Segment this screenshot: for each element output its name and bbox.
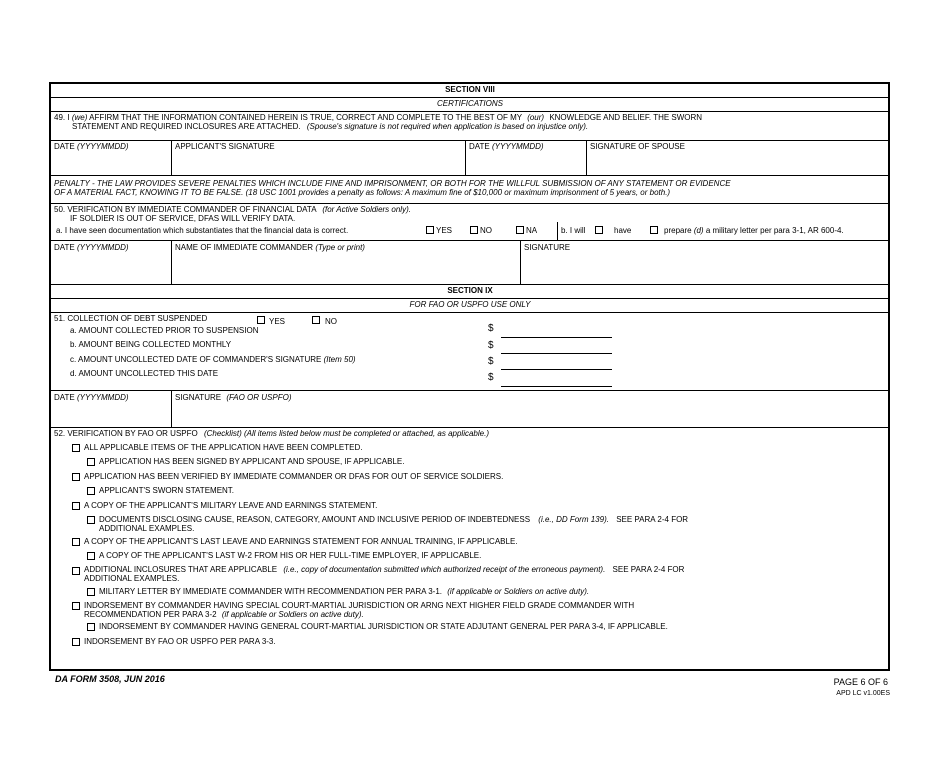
checklist-c6-checkbox[interactable]	[72, 602, 80, 610]
checklist-c6-label: INDORSEMENT BY COMMANDER HAVING SPECIAL COURT-MARTIAL JURISDICTION OR ARNG NEXT HIGHER FIELD GRADE COMMANDER WITH	[84, 601, 635, 610]
item-50a-yes-checkbox[interactable]	[426, 226, 434, 234]
item-50a-na-label: NA	[526, 226, 538, 235]
checklist-c5a-label: MILITARY LETTER BY IMMEDIATE COMMANDER WITH RECOMMENDATION PER PARA 3-1. (if applicable or Soldiers on active duty).	[99, 587, 590, 596]
item-50b-prepare-label: prepare (d) a military letter per para 3-1, AR 600-4.	[664, 226, 844, 235]
checklist-c5-checkbox[interactable]	[72, 567, 80, 575]
item-49-line1: 49. I (we) AFFIRM THAT THE INFORMATION CONTAINED HEREIN IS TRUE, CORRECT AND COMPLETE TO THE BEST OF MY (our) KNOWLEDGE AND BELIEF. THE SWORN	[54, 113, 703, 122]
item-51b-label: b. AMOUNT BEING COLLECTED MONTHLY	[70, 340, 232, 349]
divider	[171, 240, 172, 284]
checklist-c5-label-line2: ADDITIONAL EXAMPLES.	[84, 574, 180, 583]
item-51-no-checkbox[interactable]	[312, 316, 320, 324]
item-51d-label: d. AMOUNT UNCOLLECTED THIS DATE	[70, 369, 219, 378]
applicant-date-label: DATE (YYYYMMDD)	[54, 142, 129, 151]
checklist-c1-checkbox[interactable]	[72, 444, 80, 452]
checklist-c4a-label: A COPY OF THE APPLICANT'S LAST W-2 FROM HIS OR HER FULL-TIME EMPLOYER, IF APPLICABLE.	[99, 551, 482, 560]
item-50a-yes-label: YES	[436, 226, 453, 235]
form-identifier: DA FORM 3508, JUN 2016	[55, 674, 165, 684]
item-50b-text: b. I will	[561, 226, 586, 235]
divider	[50, 427, 890, 428]
commander-date-label: DATE (YYYYMMDD)	[54, 243, 129, 252]
item-50b-prepare-checkbox[interactable]	[650, 226, 658, 234]
item-51-no-label: NO	[325, 317, 337, 326]
item-50a-no-checkbox[interactable]	[470, 226, 478, 234]
divider	[465, 140, 466, 175]
item-50a-no-label: NO	[480, 226, 492, 235]
section-ix-title: SECTION IX	[447, 286, 493, 295]
checklist-c3a-label-line2: ADDITIONAL EXAMPLES.	[99, 524, 195, 533]
item-49-line2: STATEMENT AND REQUIRED INCLOSURES ARE ATTACHED. (Spouse's signature is not required when application is based on injustice only).	[72, 122, 589, 131]
divider	[520, 240, 521, 284]
penalty-line2: OF A MATERIAL FACT, KNOWING IT TO BE FALSE. (18 USC 1001 provides a penalty as follows: A maximum fine of $10,000 or maximum imprisonment of 5 years, or both.)	[54, 188, 671, 197]
divider	[50, 284, 890, 285]
checklist-c1a-label: APPLICATION HAS BEEN SIGNED BY APPLICANT AND SPOUSE, IF APPLICABLE.	[99, 457, 405, 466]
item-51c-dollar: $	[488, 356, 494, 367]
checklist-c4a-checkbox[interactable]	[87, 552, 95, 560]
checklist-c1a-checkbox[interactable]	[87, 458, 95, 466]
checklist-c2-label: APPLICATION HAS BEEN VERIFIED BY IMMEDIATE COMMANDER OR DFAS FOR OUT OF SERVICE SOLDIERS.	[84, 472, 504, 481]
divider	[171, 390, 172, 427]
item-50-line2: IF SOLDIER IS OUT OF SERVICE, DFAS WILL VERIFY DATA.	[70, 214, 296, 223]
checklist-c3-label: A COPY OF THE APPLICANT'S MILITARY LEAVE AND EARNINGS STATEMENT.	[84, 501, 378, 510]
item-50b-have-label: have	[614, 226, 632, 235]
item-51-yes-checkbox[interactable]	[257, 316, 265, 324]
divider	[586, 140, 587, 175]
checklist-c2a-checkbox[interactable]	[87, 487, 95, 495]
checklist-c2a-label: APPLICANT'S SWORN STATEMENT.	[99, 486, 235, 495]
spouse-signature-label: SIGNATURE OF SPOUSE	[590, 142, 685, 151]
item-50a-text: a. I have seen documentation which substantiates that the financial data is correct.	[56, 226, 349, 235]
item-51-title: 51. COLLECTION OF DEBT SUSPENDED	[54, 314, 208, 323]
fao-date-label: DATE (YYYYMMDD)	[54, 393, 129, 402]
item-51c-amount-field[interactable]	[501, 369, 612, 370]
checklist-c7-label: INDORSEMENT BY FAO OR USPFO PER PARA 3-3.	[84, 637, 276, 646]
item-51c-label: c. AMOUNT UNCOLLECTED DATE OF COMMANDER'S SIGNATURE (Item 50)	[70, 355, 356, 364]
page-number: PAGE 6 OF 6	[833, 677, 888, 687]
divider	[50, 140, 890, 141]
divider	[50, 111, 890, 112]
penalty-line1: PENALTY - THE LAW PROVIDES SEVERE PENALTIES WHICH INCLUDE FINE AND IMPRISONMENT, OR BOTH FOR THE WILLFUL SUBMISSION OF ANY STATEMENT OR EVIDENCE	[54, 179, 731, 188]
checklist-c3a-checkbox[interactable]	[87, 516, 95, 524]
divider	[50, 97, 890, 98]
divider	[557, 222, 558, 240]
checklist-c5-label: ADDITIONAL INCLOSURES THAT ARE APPLICABLE (i.e., copy of documentation submitted which authorized receipt of the erroneous payment). SEE PARA 2-4 FOR	[84, 565, 685, 574]
item-51d-amount-field[interactable]	[501, 386, 612, 387]
applicant-signature-label: APPLICANT'S SIGNATURE	[175, 142, 275, 151]
item-51-yes-label: YES	[269, 317, 286, 326]
divider	[171, 140, 172, 175]
item-51a-dollar: $	[488, 323, 494, 334]
commander-name-label: NAME OF IMMEDIATE COMMANDER (Type or print)	[175, 243, 365, 252]
checklist-c4-checkbox[interactable]	[72, 538, 80, 546]
item-50b-have-checkbox[interactable]	[595, 226, 603, 234]
item-50-line1: 50. VERIFICATION BY IMMEDIATE COMMANDER OF FINANCIAL DATA (for Active Soldiers only).	[54, 205, 411, 214]
divider	[50, 203, 890, 204]
checklist-c1-label: ALL APPLICABLE ITEMS OF THE APPLICATION HAVE BEEN COMPLETED.	[84, 443, 363, 452]
divider	[50, 390, 890, 391]
fao-signature-label: SIGNATURE (FAO OR USPFO)	[175, 393, 292, 402]
checklist-c6a-checkbox[interactable]	[87, 623, 95, 631]
item-51a-label: a. AMOUNT COLLECTED PRIOR TO SUSPENSION	[70, 326, 259, 335]
certifications-subtitle: CERTIFICATIONS	[437, 99, 503, 108]
item-50a-na-checkbox[interactable]	[516, 226, 524, 234]
spouse-date-label: DATE (YYYYMMDD)	[469, 142, 544, 151]
divider	[50, 240, 890, 241]
divider	[50, 175, 890, 176]
divider	[50, 298, 890, 299]
item-52-title: 52. VERIFICATION BY FAO OR USPFO (Checklist) (All items listed below must be completed or attached, as applicable.)	[54, 429, 489, 438]
checklist-c3-checkbox[interactable]	[72, 502, 80, 510]
item-51b-dollar: $	[488, 340, 494, 351]
divider	[50, 312, 890, 313]
checklist-c6-label-line2: RECOMMENDATION PER PARA 3-2 (if applicable or Soldiers on active duty).	[84, 610, 364, 619]
checklist-c2-checkbox[interactable]	[72, 473, 80, 481]
item-51b-amount-field[interactable]	[501, 353, 612, 354]
checklist-c7-checkbox[interactable]	[72, 638, 80, 646]
commander-signature-label: SIGNATURE	[524, 243, 571, 252]
checklist-c6a-label: INDORSEMENT BY COMMANDER HAVING GENERAL COURT-MARTIAL JURISDICTION OR STATE ADJUTANT GENERAL PER PARA 3-4, IF APPLICABLE.	[99, 622, 668, 631]
item-51d-dollar: $	[488, 372, 494, 383]
fao-uspfo-subtitle: FOR FAO OR USPFO USE ONLY	[409, 300, 531, 309]
version-label: APD LC v1.00ES	[836, 690, 890, 697]
checklist-c5a-checkbox[interactable]	[87, 588, 95, 596]
checklist-c4-label: A COPY OF THE APPLICANT'S LAST LEAVE AND EARNINGS STATEMENT FOR ANNUAL TRAINING, IF APPLICABLE.	[84, 537, 518, 546]
item-51a-amount-field[interactable]	[501, 337, 612, 338]
checklist-c3a-label: DOCUMENTS DISCLOSING CAUSE, REASON, CATEGORY, AMOUNT AND INCLUSIVE PERIOD OF INDEBTEDNESS (i.e., DD Form 139). SEE PARA 2-4 FOR	[99, 515, 689, 524]
section-viii-title: SECTION VIII	[445, 85, 495, 94]
